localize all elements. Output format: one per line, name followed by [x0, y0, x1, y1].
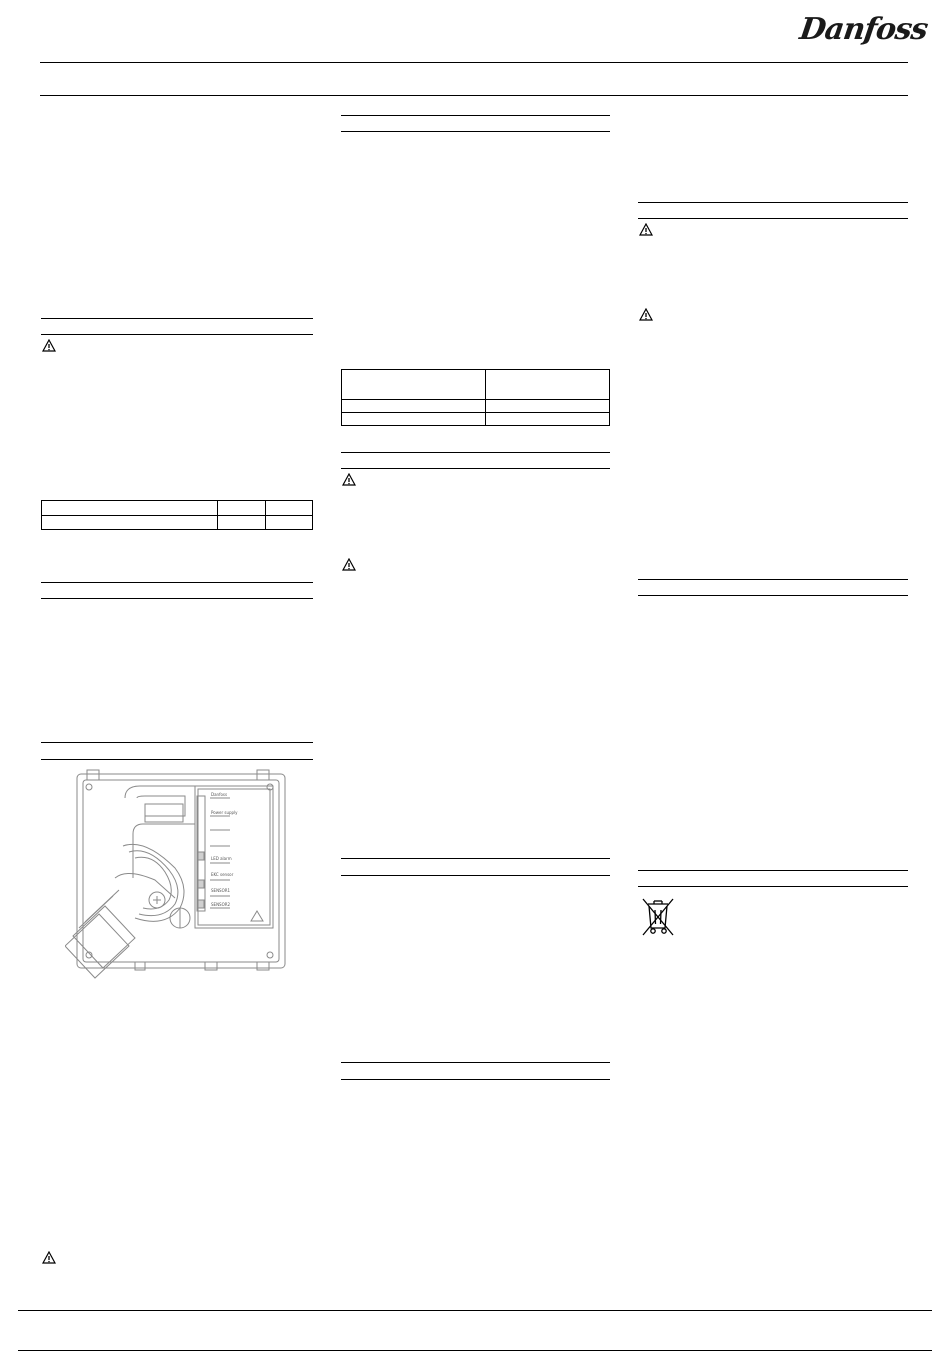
- section-rule: [341, 131, 610, 132]
- section-rule: [41, 742, 313, 743]
- header-rule-top: [40, 62, 908, 63]
- section-rule: [341, 468, 610, 469]
- board-logo: Danfoss: [211, 792, 228, 797]
- table-row: [342, 370, 610, 400]
- table-cell: [486, 400, 610, 413]
- header-rule-bottom: [40, 95, 908, 96]
- section-rule: [638, 870, 908, 871]
- enclosure-wiring-figure: [65, 768, 290, 990]
- section-rule: [341, 875, 610, 876]
- table-row: [342, 413, 610, 426]
- table-cell: [218, 516, 266, 530]
- table-cell: [42, 516, 218, 530]
- table-cell: [42, 501, 218, 516]
- section-rule: [41, 598, 313, 599]
- board-label: SENSOR2: [211, 902, 231, 907]
- table-row: [42, 516, 313, 530]
- warning-triangle-icon: [342, 473, 356, 486]
- table-cell: [342, 413, 486, 426]
- section-rule: [41, 582, 313, 583]
- table-cell: [342, 370, 486, 400]
- table-cell: [486, 370, 610, 400]
- section-rule: [341, 858, 610, 859]
- board-label: LED alarm: [211, 856, 232, 861]
- section-rule: [638, 218, 908, 219]
- section-rule: [341, 1062, 610, 1063]
- section-rule: [341, 452, 610, 453]
- table-cell: [486, 413, 610, 426]
- warning-triangle-icon: [342, 558, 356, 571]
- section-rule: [41, 334, 313, 335]
- footer-rule-top: [18, 1310, 932, 1311]
- section-rule: [638, 595, 908, 596]
- danfoss-logo: Danfoss: [797, 12, 930, 47]
- spec-table-left: [41, 500, 313, 530]
- section-rule: [341, 115, 610, 116]
- footer-rule-bottom: [18, 1350, 932, 1351]
- board-label: Power supply: [211, 810, 238, 815]
- table-cell: [218, 501, 266, 516]
- section-rule: [341, 1079, 610, 1080]
- warning-triangle-icon: [42, 1251, 56, 1264]
- board-label: SENSOR1: [211, 888, 231, 893]
- section-rule: [41, 318, 313, 319]
- crossed-out-wheelie-bin-icon: [640, 896, 676, 938]
- table-cell: [266, 516, 313, 530]
- warning-triangle-icon: [639, 308, 653, 321]
- table-cell: [342, 400, 486, 413]
- table-cell: [266, 501, 313, 516]
- board-label: EKC sensor: [211, 872, 234, 877]
- table-row: [342, 400, 610, 413]
- section-rule: [638, 886, 908, 887]
- section-rule: [41, 759, 313, 760]
- warning-triangle-icon: [42, 339, 56, 352]
- section-rule: [638, 202, 908, 203]
- section-rule: [638, 579, 908, 580]
- warning-triangle-icon: [639, 223, 653, 236]
- table-row: [42, 501, 313, 516]
- spec-table-middle: [341, 369, 610, 426]
